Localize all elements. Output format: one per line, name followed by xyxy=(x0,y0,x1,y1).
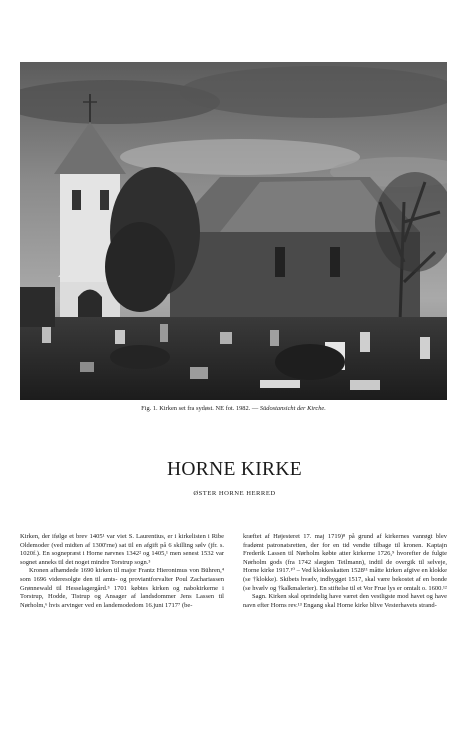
paragraph: kræftet af Højesteret 17. maj 1719)⁸ på grund af kirkernes vanrøgt blev fradømt patronatsretten, der for en tid vendte tilbage til kronen. Kaptajn Frederik Lassen til Nørholm købte atter kirkerne 1726,⁹ hvorefter de fulgte Nørholm gods (fra 1742 slægten Teilmann), indtil de overgik til selveje, Horne kirke 1917.¹⁰ – Ved klokkeskatten 1528¹¹ måtte kirken afgive en klokke (se †klokke). Skibets hvælv, indbygget 1517, skal være bekostet af en bonde (se hvælv og †kalkmalerier). En stiftelse til et Vor Frue lys er omtalt o. 1600.¹² xyxy=(243,533,448,592)
church-photograph xyxy=(20,62,447,400)
paragraph: Sagn. Kirken skal oprindelig have været den vestligste mod havet og have navn efter Horns rev.¹³ Engang skal Horne kirke blive Vesterhavets strand- xyxy=(243,593,447,609)
text-column-right xyxy=(243,533,447,610)
figure-caption xyxy=(20,405,447,413)
caption-italic-text: Südostansicht der Kirche. xyxy=(259,405,326,412)
caption-text: Fig. 1. Kirken set fra sydøst. NE fot. 1982. — xyxy=(141,405,260,412)
paragraph: Kronen afhændede 1690 kirken til major Frantz Hieronimus von Bühren,⁴ som 1696 videresolgte den til amts- og proviantforvalter Poul Zachariassen Grønnewald til Hesselagergård.⁵ 1701 købtes kirken og nabokirkerne i Torstrup, Hodde, Tistrup og Ansager af landsdommer Jens Lassen til Nørholm,⁶ hvis arvinger ved en landemodedom 16.juni 1717⁷ (be- xyxy=(20,567,224,609)
text-column-left xyxy=(20,533,224,610)
church-photo-image xyxy=(20,62,447,400)
paragraph: Kirken, der ifølge et brev 1405¹ var viet S. Laurentius, er i kirkelisten i Ribe Oldemoder (ved midten af 1300'rne) sat til en afgift på 6 skilling sølv (jfr. s. 1020f.). En sognepræst i Horne nævnes 1342² og 1405,¹ men senest 1532 var sognet anneks til det noget mindre Torstrup sogn.³ xyxy=(20,533,224,566)
page-title: HORNE KIRKE xyxy=(167,459,302,480)
page-subtitle: ØSTER HORNE HERRED xyxy=(193,490,276,497)
